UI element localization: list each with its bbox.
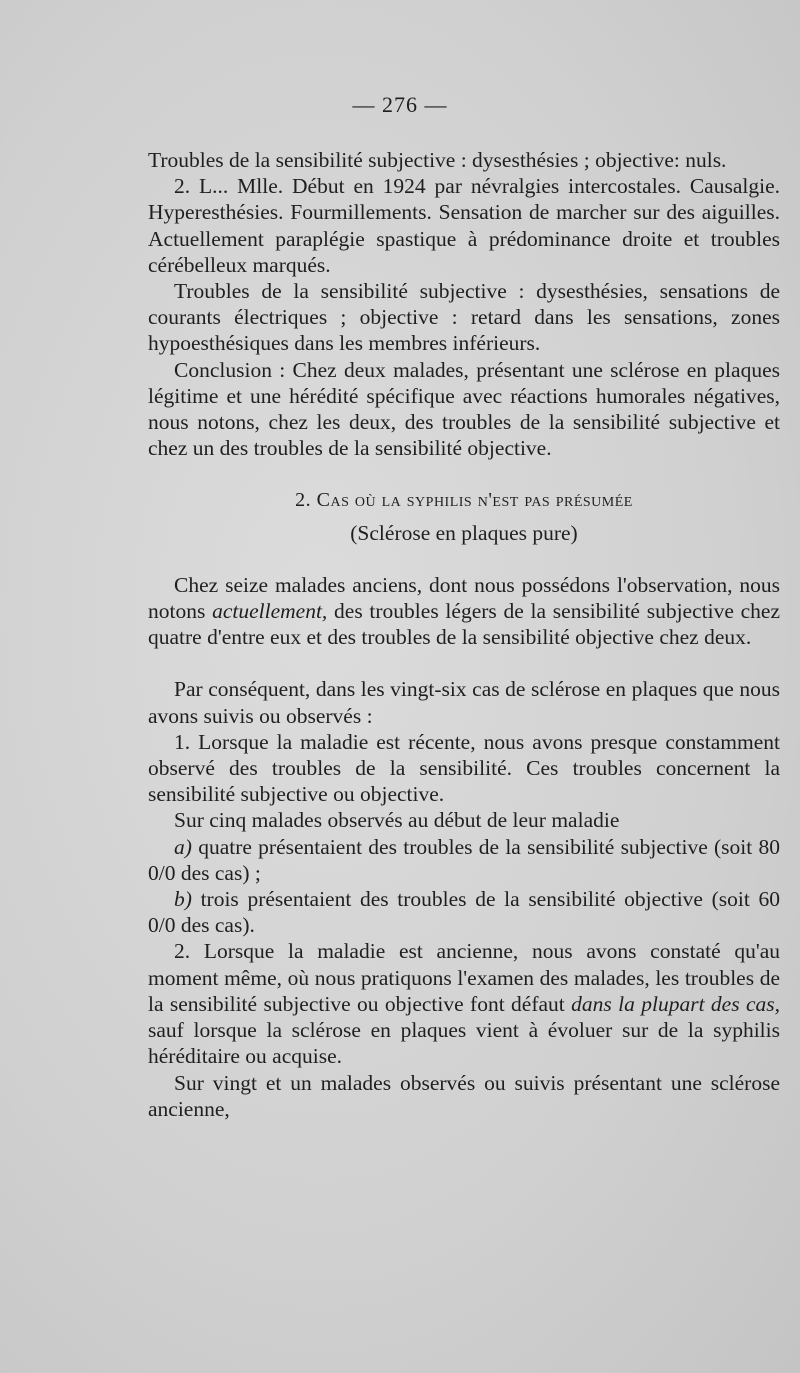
- list-label: a): [174, 834, 192, 859]
- text-run: sauf lorsque la sclérose en plaques vient à évoluer sur de la syphilis héréditaire ou acquise.: [148, 1018, 780, 1069]
- paragraph: 1. Lorsque la maladie est récente, nous avons presque constamment observé des troubles de la sensibilité. Ces troubles concernent la sensibilité subjective ou objective.: [148, 729, 780, 807]
- list-item-a: [148, 834, 780, 886]
- section-heading-text: 2. Cas où la syphilis n'est pas présumée: [295, 489, 633, 512]
- paragraph: Conclusion : Chez deux malades, présentant une sclérose en plaques légitime et une hérédité spécifique avec réactions humorales négatives, nous notons, chez les deux, des troubles de la sensibilité subjective et chez un des troubles de la sensibilité objective.: [148, 357, 780, 461]
- list-text: quatre présentaient des troubles de la sensibilité subjective (soit 80 0/0 des cas) ;: [148, 834, 780, 885]
- text-run: Chez seize malades anciens, dont nous possédons l'observation, nous notons: [148, 572, 780, 624]
- section-subheading: (Sclérose en plaques pure): [350, 520, 578, 545]
- list-text: trois présentaient des troubles de la sensibilité objective (soit 60 0/0 des cas).: [148, 887, 780, 938]
- section-heading: [148, 487, 780, 513]
- body-text: [148, 147, 780, 1122]
- paragraph: Sur vingt et un malades observés ou suivis présentant une sclérose ancienne,: [148, 1070, 780, 1121]
- paragraph: Troubles de la sensibilité subjective : dysesthésies, sensations de courants électriques ; objective : retard dans les sensations, zones hypoesthésiques dans les membres inférieurs.: [148, 279, 780, 356]
- paragraph: [148, 938, 780, 1069]
- page-number: — 276 —: [352, 92, 448, 117]
- text-run: des troubles légers de la sensibilité subjective chez quatre d'entre eux et des troubles de la sensibilité objective chez deux.: [148, 599, 780, 650]
- italic-text: actuellement,: [212, 599, 328, 624]
- paragraph: Sur cinq malades observés au début de leur maladie: [174, 808, 620, 833]
- list-label: b): [174, 887, 192, 912]
- italic-text: dans la plupart des cas,: [571, 991, 780, 1016]
- paragraph: [148, 572, 780, 651]
- paragraph: Troubles de la sensibilité subjective : dysesthésies ; objective: nuls.: [148, 148, 727, 172]
- text-run: 2. Lorsque la maladie est ancienne, nous avons constaté qu'au moment même, où nous pratiquons l'examen des malades, les troubles de la sensibilité subjective ou objective font défaut: [148, 939, 780, 1016]
- list-item-b: [148, 886, 780, 938]
- paragraph: Par conséquent, dans les vingt-six cas de sclérose en plaques que nous avons suivis ou observés :: [148, 677, 780, 728]
- paragraph: 2. L... Mlle. Début en 1924 par névralgies intercostales. Causalgie. Hyperesthésies. Fourmillements. Sensation de marcher sur des aiguilles. Actuellement paraplégie spastique à prédominance droite et troubles cérébelleux marqués.: [148, 174, 780, 277]
